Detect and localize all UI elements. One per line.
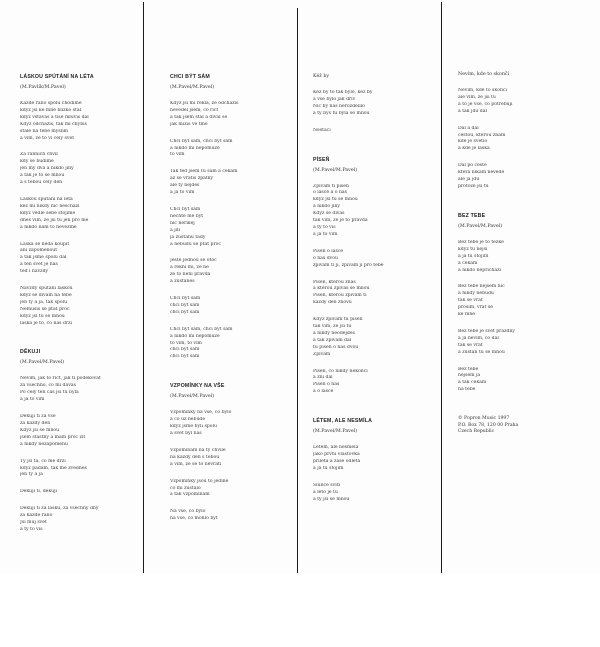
lyric-line: za každý den bbox=[20, 421, 51, 426]
song-title: BEZ TEBE bbox=[458, 212, 486, 219]
lyric-line: a vím, že se to nevrátí bbox=[170, 461, 222, 467]
lyric-line: když jsi ke mně blízko stál bbox=[20, 107, 82, 113]
lyric-line: Nevím, jak to říct, jak ti poděkovat bbox=[20, 376, 101, 382]
lyric-line: když se dívám na tebe bbox=[20, 292, 72, 298]
lyric-stanza bbox=[20, 197, 138, 232]
lyric-line: když jsi tu se mnou bbox=[313, 197, 358, 203]
lyrics-column-2 bbox=[170, 0, 288, 647]
song-title: LÁSKOU SPÚTÁNÍ NA LÉTA bbox=[20, 74, 94, 80]
lyric-line: a tak jsem stál a díval se bbox=[170, 114, 228, 120]
lyric-line: na každý den s tebou bbox=[170, 454, 220, 460]
song-credit: (M.Pavel/M.Pavel) bbox=[313, 429, 358, 435]
lyric-line: to vím, to vím bbox=[170, 340, 202, 346]
lyric-line: a nikdy nezapomenu bbox=[20, 441, 68, 447]
footer-line: P.O. Box 78, 120 00 Praha bbox=[458, 422, 519, 428]
lyric-line: a ty to víš bbox=[313, 224, 336, 230]
lyric-line: zpívám ti ji, zpívám ji pro tebe bbox=[313, 262, 384, 268]
lyric-line: Děkuji ti za vše bbox=[20, 414, 56, 420]
lyric-line: a ty bys tu byla se mnou bbox=[313, 110, 370, 116]
song-credit: (M.Pavel/M.Pavel) bbox=[170, 394, 215, 400]
lyric-line: a nikdo nepřichází bbox=[458, 267, 502, 273]
lyric-line: prosím, vrať se bbox=[458, 305, 493, 311]
lyric-line: a ten svět je náš bbox=[20, 262, 58, 268]
lyric-line: Vzpomínám na ty chvíle bbox=[170, 447, 226, 453]
lyric-line: co mi zůstalo bbox=[170, 485, 201, 491]
lyric-line: a zní dál bbox=[313, 375, 333, 381]
lyric-line: láska je to, co nás drží bbox=[20, 320, 73, 326]
lyric-line: a já nevím, co dál bbox=[458, 335, 499, 341]
lyric-line: Ještě jednou se otoč bbox=[170, 258, 217, 264]
lyric-line: cestou, kterou znám bbox=[458, 132, 506, 138]
lyric-line: na vše, co mohlo být bbox=[170, 516, 218, 522]
lyric-line: o nás dvou bbox=[313, 255, 339, 261]
lyric-line: Láskou spútáni na léta bbox=[20, 196, 73, 202]
lyric-line: a ty jsi se mnou bbox=[313, 496, 350, 502]
lyric-stanza bbox=[170, 101, 288, 129]
song-block bbox=[20, 349, 138, 533]
lyric-line: Chci být sám bbox=[170, 206, 201, 212]
lyric-line: přilétá a zase odlétá bbox=[313, 459, 361, 464]
lyric-line: a svět byl náš bbox=[170, 431, 202, 436]
lyric-line: a to je vše, co potřebuji bbox=[458, 101, 513, 107]
lyric-line: Láska se nedá koupit bbox=[20, 241, 70, 247]
lyric-line: a já tu stojím bbox=[458, 253, 489, 259]
lyric-line: a nikdo nám to nevezme bbox=[20, 224, 77, 230]
lyrics-column-3 bbox=[313, 0, 435, 643]
publisher-footer bbox=[458, 416, 590, 436]
lyric-stanza bbox=[170, 296, 288, 317]
lyric-stanza bbox=[313, 317, 435, 358]
lyric-line: Vzpomínky na vše, co bylo bbox=[170, 410, 232, 416]
lyric-line: ale vím, že jsi tu bbox=[458, 94, 496, 100]
lyric-line: Když jsi se mnou bbox=[20, 427, 60, 433]
lyric-line: a já to vím bbox=[313, 231, 338, 237]
song-credit: (M.Pavel/M.Pavel) bbox=[313, 167, 358, 173]
lyric-line: Píseň, kterou znáš bbox=[313, 279, 356, 285]
lyric-line: jsem šťastný a mám proč žít bbox=[20, 434, 86, 440]
lyric-stanza bbox=[313, 128, 435, 135]
lyric-line: Nemusíš se ptát proč bbox=[20, 306, 70, 312]
lyric-stanza bbox=[20, 459, 138, 480]
song-credit: (M.Pavel/M.Pavel) bbox=[458, 223, 503, 229]
lyric-line: Zpívám ti píseň bbox=[313, 183, 349, 189]
lyric-line: a tak jsme spolu dál bbox=[20, 255, 67, 261]
lyric-line: Bez tebe je svět prázdný bbox=[458, 328, 516, 334]
lyric-line: tak vím, že je to pravda bbox=[313, 218, 368, 224]
lyric-line: a co už nebude bbox=[170, 417, 206, 423]
lyric-line: kéž mi nikdy nic neschází bbox=[20, 203, 80, 209]
lyric-line: Když jsi mi řekla, že odcházíš bbox=[170, 101, 239, 106]
song-block bbox=[313, 418, 435, 503]
lyric-line: a kterou zpíváš se mnou bbox=[313, 286, 370, 292]
song-title: CHCI BÝT SÁM bbox=[170, 74, 210, 80]
lyric-line: a čekám bbox=[458, 260, 478, 266]
lyric-stanza bbox=[20, 376, 138, 404]
lyric-stanza bbox=[170, 327, 288, 362]
song-block bbox=[458, 213, 590, 394]
lyric-stanza bbox=[170, 410, 288, 438]
lyric-stanza bbox=[458, 367, 590, 395]
song-block bbox=[20, 74, 138, 327]
lyric-line: Bez tebe je to těžké bbox=[458, 239, 504, 245]
lyric-line: za každé ráno bbox=[20, 513, 53, 519]
lyric-stanza bbox=[313, 369, 435, 397]
lyric-stanza bbox=[20, 414, 138, 449]
lyric-line: Nestačí bbox=[313, 127, 331, 133]
lyric-line: Každé ráno spolu chodíme bbox=[20, 101, 82, 106]
lyric-stanza bbox=[458, 126, 590, 154]
lyric-line: Bez tebe bbox=[458, 366, 479, 372]
lyric-line: Děkuji ti za lásku, za všechny dny bbox=[20, 506, 99, 512]
lyric-line: a s tebou celý den bbox=[20, 180, 63, 186]
lyric-line: Píseň, kterou zpívám ti bbox=[313, 293, 367, 299]
lyric-line: jen my dva a nikdo jiný bbox=[20, 166, 74, 172]
lyric-stanza bbox=[170, 479, 288, 500]
lyric-line: Na vše, co bylo bbox=[170, 509, 206, 515]
booklet-fold-line bbox=[143, 2, 144, 573]
lyric-stanza bbox=[458, 284, 590, 319]
song-block bbox=[313, 73, 435, 135]
lyric-line: Když se díváš bbox=[313, 211, 345, 217]
lyric-line: a tak zpívám dál bbox=[313, 337, 352, 343]
lyric-line: kdy se budíme bbox=[20, 159, 54, 165]
lyric-line: a vím, že to ví celý svět bbox=[20, 135, 75, 141]
lyric-line: Když zpívám tu píseň bbox=[313, 317, 363, 323]
lyric-line: a nikdy neodejdeš bbox=[313, 330, 355, 336]
lyric-line: stále na tebe myslím bbox=[20, 128, 69, 134]
lyric-line: tak vím, že jsi tu bbox=[313, 324, 352, 330]
lyric-line: nechte mě být bbox=[170, 213, 204, 219]
lyric-line: jen ty a já bbox=[20, 472, 43, 478]
lyric-line: já zůstanu tady bbox=[170, 234, 206, 240]
lyric-line: Chci být sám, chci být sám bbox=[170, 138, 233, 144]
lyric-line: Píseň o nás bbox=[313, 382, 340, 388]
lyric-line: Píseň o lásce bbox=[313, 248, 344, 254]
booklet-fold-line bbox=[441, 2, 442, 573]
lyric-line: a nikdo mi nepomůže bbox=[170, 145, 220, 151]
lyrics-column-4 bbox=[458, 0, 590, 641]
song-credit: Nevím, kde to skončí bbox=[458, 72, 510, 77]
lyric-stanza bbox=[313, 184, 435, 239]
lyric-line: Dál a dál bbox=[458, 125, 479, 131]
lyric-line: a nikdy nebudu bbox=[458, 291, 494, 297]
lyric-stanza bbox=[170, 448, 288, 469]
lyrics-column-1 bbox=[20, 0, 138, 647]
lyric-line: ani zapomenout bbox=[20, 248, 58, 254]
lyric-line: dnes vím, že jsi tu jen pro mě bbox=[20, 217, 89, 223]
lyric-line: když vedle sebe stojíme bbox=[20, 210, 76, 216]
lyric-line: protože jsi tu bbox=[458, 183, 489, 189]
lyric-line: a řekni mi, že ne bbox=[170, 265, 209, 271]
lyric-line: Po celý ten čas jsi tu byla bbox=[20, 390, 79, 396]
lyric-line: Bez tebe nejsem nic bbox=[458, 284, 505, 290]
song-credit: (M.Pavel/M.Pavel) bbox=[170, 85, 215, 90]
lyric-line: a já to vím bbox=[20, 397, 45, 403]
lyric-line: Děkuji ti, děkuji bbox=[20, 489, 58, 495]
song-credit: (M.Pavlík/M.Pavel) bbox=[20, 85, 66, 90]
lyric-line: že to není pravda bbox=[170, 272, 211, 278]
lyric-line: Ty jsi ta, co mě drží bbox=[20, 458, 66, 464]
lyric-stanza bbox=[20, 286, 138, 327]
lyric-stanza bbox=[170, 509, 288, 523]
lyric-line: nevěděl jsem, co říct bbox=[170, 107, 219, 113]
lyric-stanza bbox=[313, 249, 435, 270]
song-block bbox=[170, 383, 288, 523]
lyric-stanza bbox=[170, 258, 288, 286]
lyric-line: teď i navždy bbox=[20, 269, 49, 275]
lyric-stanza bbox=[313, 445, 435, 473]
lyric-line: Vzpomínky jsou to jediné bbox=[170, 478, 229, 484]
lyric-line: ale já jdu bbox=[458, 177, 480, 183]
lyric-line: Navždy spútání láskou bbox=[20, 286, 73, 292]
lyric-line: Kéž by to tak bylo, kéž by bbox=[313, 90, 373, 95]
lyric-line: a léto je tu bbox=[313, 489, 338, 495]
song-title: DĚKUJI bbox=[20, 349, 41, 356]
lyric-line: a kde je láska bbox=[458, 146, 490, 152]
lyric-line: nejsem já bbox=[458, 373, 481, 379]
lyric-line: Píseň, co nikdy nekončí bbox=[313, 368, 368, 374]
lyric-line: a tak vzpomínám bbox=[170, 492, 210, 498]
lyric-stanza bbox=[170, 169, 288, 197]
lyric-line: která nikam nevede bbox=[458, 170, 505, 176]
lyric-line: až se vrátíš zpátky bbox=[170, 176, 214, 182]
lyric-line: a já tu stojím bbox=[313, 465, 344, 471]
lyric-line: o lásce a o nás bbox=[313, 190, 348, 196]
lyric-line: tak se vrať bbox=[458, 342, 483, 348]
lyric-line: na tebe bbox=[458, 387, 476, 393]
lyric-line: Jsi můj svět bbox=[20, 520, 47, 526]
booklet-fold-line bbox=[297, 8, 298, 573]
footer-line: Czech Republic bbox=[458, 429, 495, 435]
song-credit: (M.Pavel/M.Pavel) bbox=[20, 360, 65, 366]
lyric-line: a o lásce bbox=[313, 389, 334, 395]
lyric-line: Slunce svítí bbox=[313, 482, 341, 488]
lyric-stanza bbox=[313, 483, 435, 504]
lyric-stanza bbox=[20, 152, 138, 187]
lyric-stanza bbox=[20, 489, 138, 496]
lyric-stanza bbox=[458, 88, 590, 116]
lyric-line: a nikdo mi nepomůže bbox=[170, 333, 220, 339]
lyric-stanza bbox=[458, 163, 590, 191]
lyric-stanza bbox=[20, 506, 138, 534]
lyric-line: Chci být sám bbox=[170, 296, 201, 302]
lyric-line: a jdi bbox=[170, 227, 181, 233]
lyric-line: a nikdo jiný bbox=[313, 204, 341, 210]
lyric-line: a tak je to se mnou bbox=[20, 173, 65, 179]
song-title: PÍSEŇ bbox=[313, 156, 330, 163]
lyric-line: a zůstaň tu se mnou bbox=[458, 349, 505, 355]
lyric-line: chci být sám bbox=[170, 309, 200, 315]
lyric-line: tu píseň o nás dvou bbox=[313, 344, 359, 350]
lyric-stanza bbox=[170, 207, 288, 248]
lyric-line: Zpívám bbox=[313, 351, 331, 357]
lyric-stanza bbox=[313, 280, 435, 308]
lyric-line: když jsi tu se mnou bbox=[20, 313, 65, 319]
lyric-line: když tu nejsi bbox=[458, 246, 488, 252]
lyric-line: kde je světlo bbox=[458, 139, 488, 145]
lyric-line: tak se vrať bbox=[458, 298, 483, 304]
lyric-line: jak mizíš ve tmě bbox=[170, 121, 208, 127]
song-title: LÉTEM, ALE NESMÍLA bbox=[313, 418, 373, 425]
lyric-stanza bbox=[458, 240, 590, 275]
lyric-line: chci být sám bbox=[170, 347, 200, 353]
lyric-stanza bbox=[458, 329, 590, 357]
footer-line: © Popron Music 1997 bbox=[458, 416, 510, 422]
song-block bbox=[313, 157, 435, 397]
lyric-line: Když odcházíš, tak mi chybíš bbox=[20, 121, 87, 127]
lyric-line: a zůstaneš bbox=[170, 279, 195, 285]
lyric-stanza bbox=[170, 139, 288, 160]
song-block bbox=[458, 71, 590, 191]
lyric-line: jen ty a já, tak spolu bbox=[20, 299, 68, 305]
lyric-line: chci být sám bbox=[170, 302, 200, 308]
lyric-line: a tak čekám bbox=[458, 380, 487, 386]
lyric-line: to vím bbox=[170, 152, 185, 158]
lyric-line: ale ty nejdeš bbox=[170, 183, 200, 189]
lyric-line: Dál po cestě bbox=[458, 163, 487, 169]
lyric-line: Chci být sám, chci být sám bbox=[170, 326, 233, 332]
lyric-line: jako první vlaštovka bbox=[313, 452, 360, 458]
lyric-line: Tak teď jsem tu sám a čekám bbox=[170, 169, 238, 175]
lyric-line: když vstáváš a tiše mluvíš dál bbox=[20, 114, 89, 120]
lyric-stanza bbox=[313, 90, 435, 118]
lyric-line: za všechno, co mi dáváš bbox=[20, 383, 76, 389]
lyric-line: a ty to víš bbox=[20, 526, 43, 532]
song-credit: Kéž by bbox=[313, 74, 330, 79]
lyric-line: když jsme byli spolu bbox=[170, 424, 217, 430]
lyric-line: a já to vím bbox=[170, 190, 195, 196]
song-block bbox=[170, 74, 288, 361]
lyric-stanza bbox=[20, 242, 138, 277]
lyric-line: a nebudu se ptát proč bbox=[170, 241, 221, 247]
lyric-line: Letem, ale nesmělá bbox=[313, 445, 359, 451]
lyric-line: když padám, tak mě zvedneš bbox=[20, 465, 87, 471]
lyric-line: a tak jdu dál bbox=[458, 108, 487, 114]
lyric-line: každý den znovu bbox=[313, 300, 352, 306]
lyric-line: a vše bylo jak dřív bbox=[313, 96, 356, 102]
song-title: VZPOMÍNKY NA VŠE bbox=[170, 383, 225, 390]
lyric-stanza bbox=[20, 101, 138, 142]
lyric-line: nic neříkej bbox=[170, 220, 195, 226]
lyric-line: Za ranních chvil bbox=[20, 152, 58, 158]
lyric-line: ke mně bbox=[458, 312, 475, 318]
lyric-line: Nic by nás nerozdělilo bbox=[313, 103, 365, 109]
lyric-line: chci být sám bbox=[170, 354, 200, 360]
lyric-line: Nevím, kde to skončí bbox=[458, 88, 507, 93]
